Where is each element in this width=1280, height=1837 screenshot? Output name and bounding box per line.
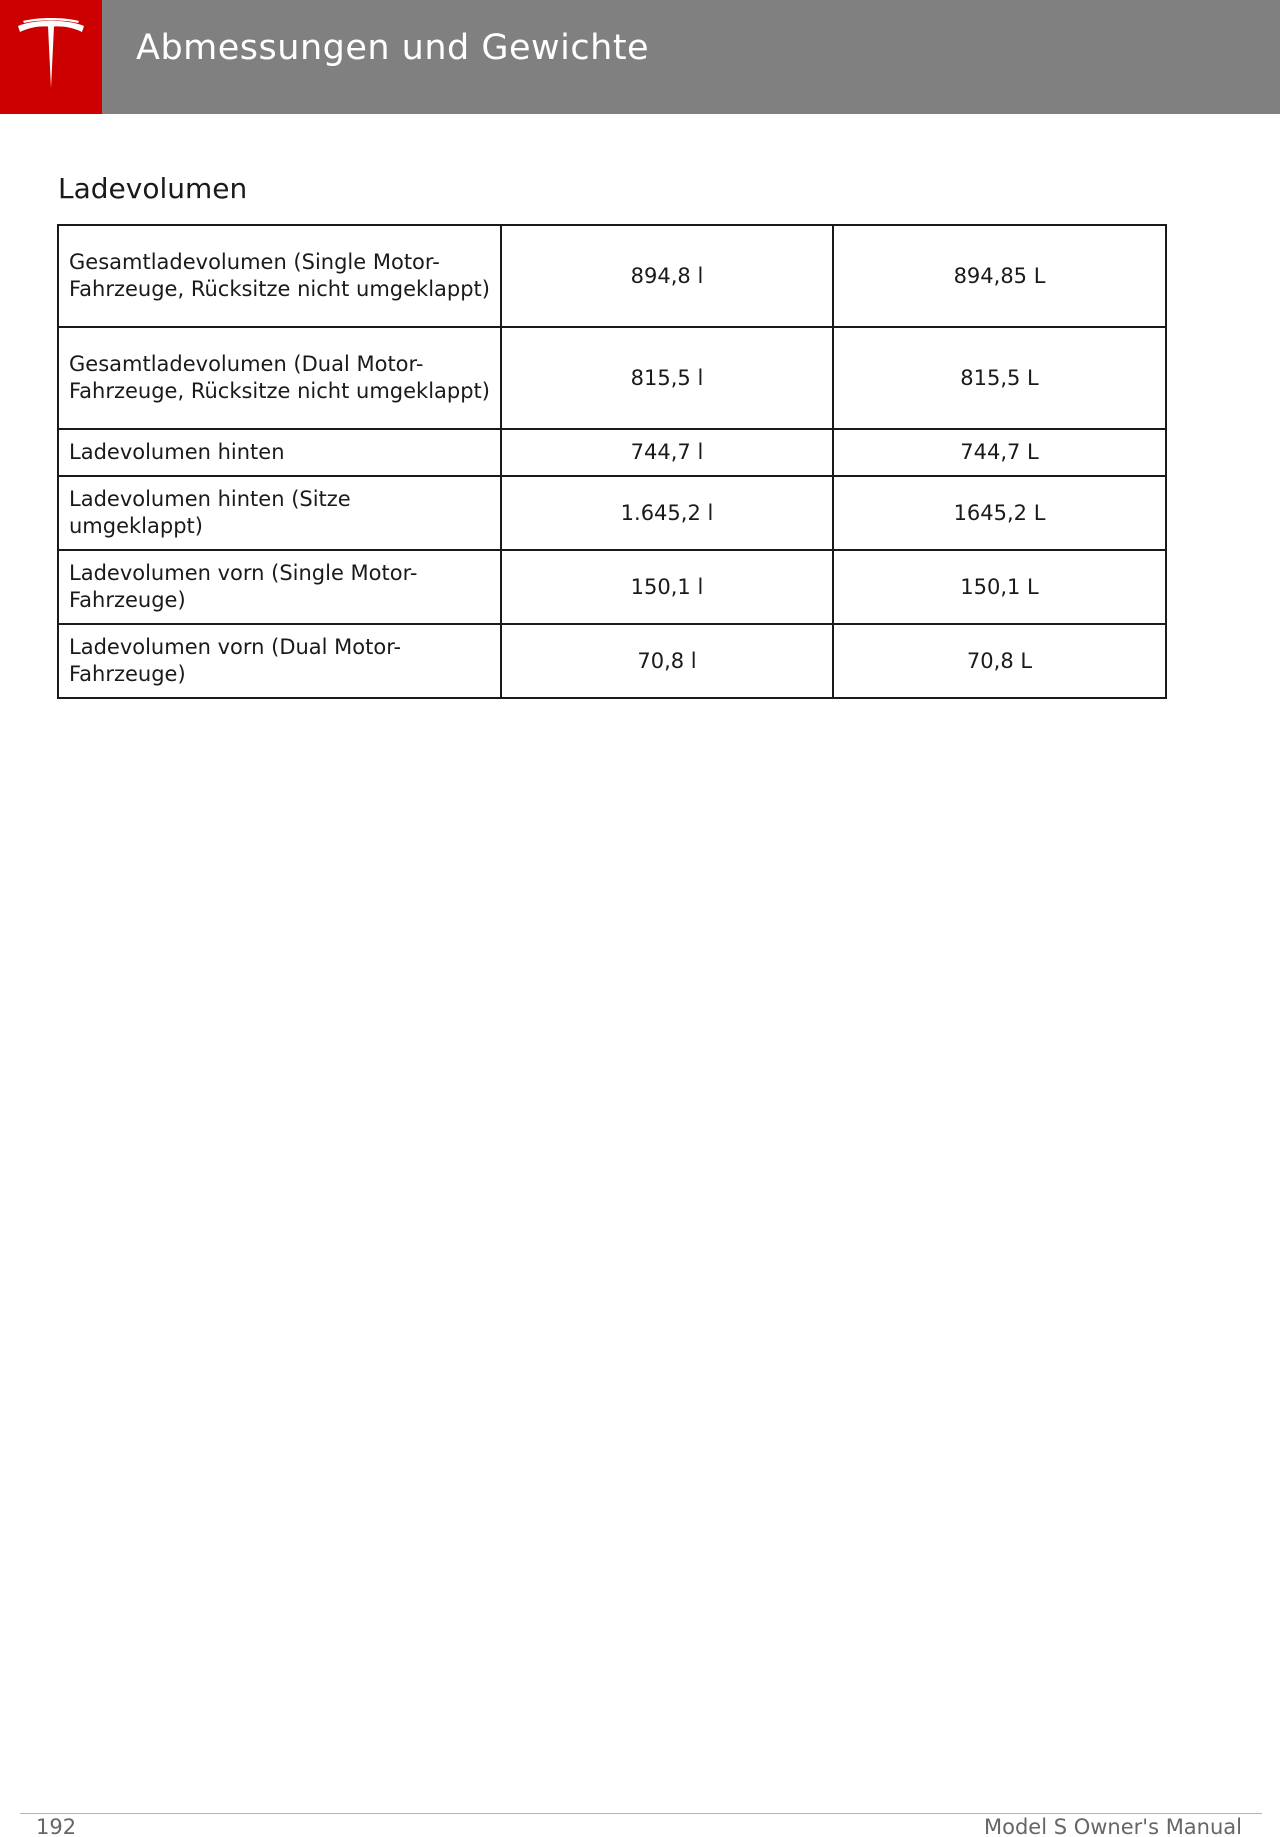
row-label: Ladevolumen hinten xyxy=(58,429,501,476)
row-value-liters-alt: 70,8 L xyxy=(833,624,1166,698)
page-number: 192 xyxy=(36,1815,77,1837)
row-value-liters: 894,8 l xyxy=(501,225,833,327)
row-label: Ladevolumen hinten (Sitze umgeklappt) xyxy=(58,476,501,550)
section-title: Ladevolumen xyxy=(58,172,248,205)
cargo-volume-table xyxy=(57,224,1167,699)
footer-divider xyxy=(20,1813,1262,1814)
row-label: Ladevolumen vorn (Dual Motor-Fahrzeuge) xyxy=(58,624,501,698)
row-value-liters: 815,5 l xyxy=(501,327,833,429)
page-header xyxy=(0,0,1280,114)
table-row xyxy=(58,624,1166,698)
table-row xyxy=(58,327,1166,429)
row-value-liters-alt: 150,1 L xyxy=(833,550,1166,624)
manual-name: Model S Owner's Manual xyxy=(984,1815,1242,1837)
row-label: Gesamtladevolumen (Dual Motor-Fahrzeuge, Rücksitze nicht umgeklappt) xyxy=(58,327,501,429)
row-value-liters-alt: 1645,2 L xyxy=(833,476,1166,550)
row-value-liters-alt: 744,7 L xyxy=(833,429,1166,476)
row-label: Gesamtladevolumen (Single Motor-Fahrzeuge, Rücksitze nicht umgeklappt) xyxy=(58,225,501,327)
table-row xyxy=(58,476,1166,550)
table-row xyxy=(58,429,1166,476)
row-value-liters-alt: 894,85 L xyxy=(833,225,1166,327)
row-value-liters: 744,7 l xyxy=(501,429,833,476)
row-value-liters: 1.645,2 l xyxy=(501,476,833,550)
table-row xyxy=(58,225,1166,327)
row-value-liters: 150,1 l xyxy=(501,550,833,624)
row-value-liters: 70,8 l xyxy=(501,624,833,698)
brand-logo-box xyxy=(0,0,102,114)
row-value-liters-alt: 815,5 L xyxy=(833,327,1166,429)
row-label: Ladevolumen vorn (Single Motor-Fahrzeuge) xyxy=(58,550,501,624)
page-header-title: Abmessungen und Gewichte xyxy=(136,28,650,68)
tesla-t-logo-icon xyxy=(14,18,88,88)
table-row xyxy=(58,550,1166,624)
